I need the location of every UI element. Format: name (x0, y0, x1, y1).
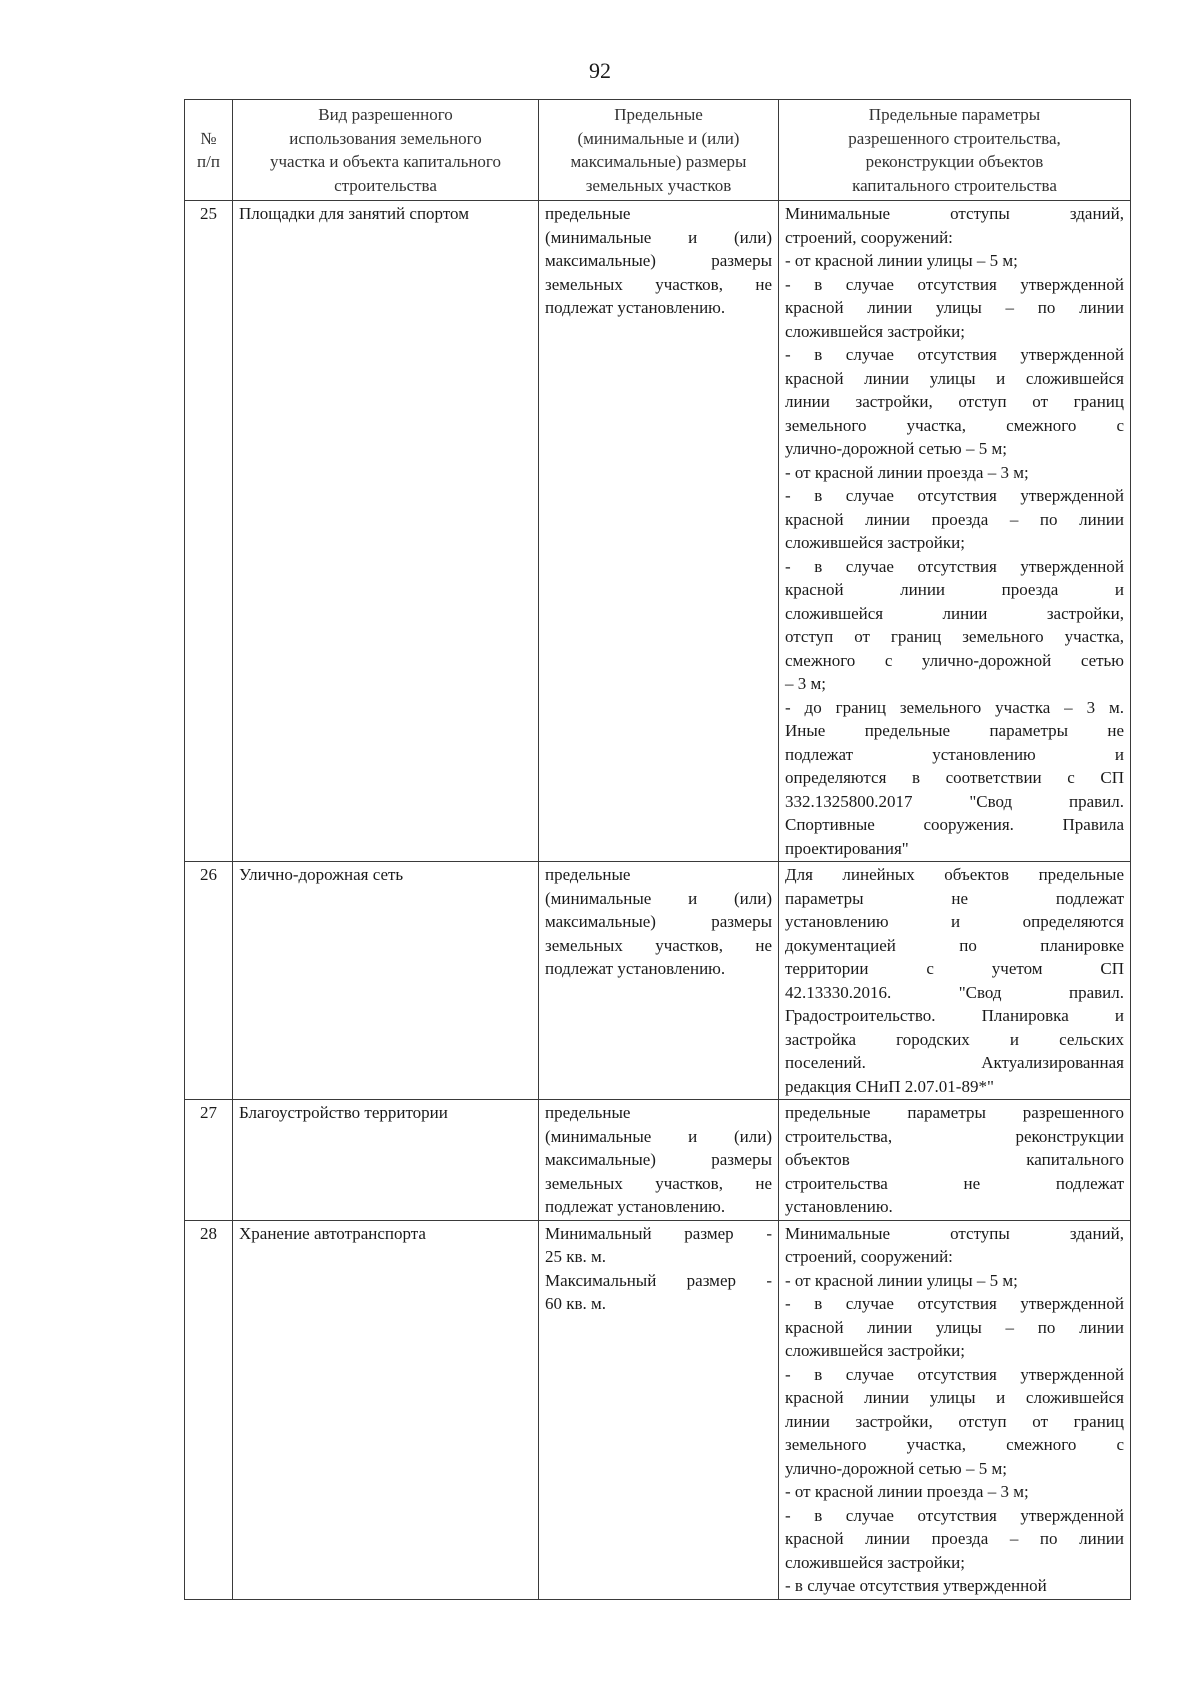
plot-size-limits-line: земельных участков, не (545, 935, 772, 955)
construction-parameters (779, 1100, 1131, 1221)
construction-parameters-line: Минимальные отступы зданий, (785, 1223, 1124, 1243)
construction-parameters-line: улично-дорожной сетью – 5 м; (785, 1458, 1007, 1478)
header-plot-size (539, 100, 779, 201)
plot-size-limits-line: Минимальный размер - (545, 1223, 772, 1243)
table-body (185, 201, 1131, 1600)
construction-parameters-line: - в случае отсутствия утвержденной (785, 1364, 1124, 1384)
construction-parameters-line: красной линии проезда – по линии (785, 1529, 1124, 1548)
construction-parameters-line: - от красной линии улицы – 5 м; (785, 251, 1018, 270)
construction-parameters-line: смежного с улично-дорожной сетью (785, 650, 1124, 670)
header-text: № (200, 128, 217, 148)
construction-parameters-line: застройка городских и сельских (785, 1029, 1124, 1049)
plot-size-limits-line: земельных участков, не (545, 274, 772, 294)
row-number: 26 (185, 862, 233, 1100)
plot-size-limits-line: подлежат установлению. (545, 298, 726, 317)
construction-parameters-line: красной линии проезда и (785, 580, 1124, 599)
construction-parameters-line: - в случае отсутствия утвержденной (785, 486, 1124, 505)
header-text: Предельные параметры (868, 105, 1041, 124)
plot-size-limits-line: максимальные) размеры (545, 251, 772, 270)
header-text: участка и объекта капитального (270, 152, 501, 171)
construction-parameters-line: красной линии улицы – по линии (785, 298, 1124, 317)
construction-parameters-line: красной линии улицы – по линии (785, 1317, 1124, 1337)
construction-parameters-line: строений, сооружений: (785, 1247, 953, 1266)
plot-size-limits-line: 25 кв. м. (545, 1247, 607, 1266)
construction-parameters-line: линии застройки, отступ от границ (785, 1411, 1124, 1431)
construction-parameters-line: улично-дорожной сетью – 5 м; (785, 439, 1007, 458)
construction-parameters-line: Иные предельные параметры не (785, 721, 1124, 740)
plot-size-limits-line: (минимальные и (или) (545, 1126, 772, 1146)
header-text: Предельные (614, 105, 703, 124)
construction-parameters-line: - в случае отсутствия утвержденной (785, 274, 1124, 294)
plot-size-limits-line: подлежат установлению. (545, 1197, 726, 1216)
table-row (185, 201, 1131, 862)
plot-size-limits-line: 60 кв. м. (545, 1294, 607, 1313)
construction-parameters-line: линии застройки, отступ от границ (785, 392, 1124, 411)
construction-parameters-line: предельные параметры разрешенного (785, 1103, 1124, 1122)
row-number: 28 (185, 1220, 233, 1599)
plot-size-limits-line: подлежат установлению. (545, 959, 726, 978)
plot-size-limits-line: максимальные) размеры (545, 912, 772, 931)
header-number (185, 100, 233, 201)
construction-parameters-line: Спортивные сооружения. Правила (785, 815, 1124, 834)
construction-parameters-line: установлению и определяются (785, 912, 1124, 931)
construction-parameters-line: земельного участка, смежного с (785, 1435, 1124, 1454)
header-text: строительства (334, 175, 437, 195)
plot-size-limits-line: предельные (545, 1103, 631, 1122)
plot-size-limits (539, 862, 779, 1100)
header-text: (минимальные и (или) (577, 128, 740, 148)
construction-parameters-line: Минимальные отступы зданий, (785, 204, 1124, 223)
header-build-params (779, 100, 1131, 201)
construction-parameters-line: документацией по планировке (785, 935, 1124, 955)
construction-parameters (779, 1220, 1131, 1599)
construction-parameters-line: – 3 м; (785, 674, 826, 693)
construction-parameters-line: - в случае отсутствия утвержденной (785, 1576, 1047, 1595)
construction-parameters-line: строений, сооружений: (785, 227, 953, 247)
construction-parameters-line: подлежат установлению и (785, 744, 1124, 764)
plot-size-limits (539, 201, 779, 862)
plot-size-limits-line: (минимальные и (или) (545, 888, 772, 908)
construction-parameters-line: объектов капитального (785, 1150, 1124, 1169)
construction-parameters-line: территории с учетом СП (785, 959, 1124, 978)
header-text: максимальные) размеры (570, 152, 747, 171)
permitted-use-name: Хранение автотранспорта (233, 1220, 539, 1599)
plot-size-limits-line: (минимальные и (или) (545, 227, 772, 247)
table-row (185, 1100, 1131, 1221)
plot-size-limits-line: земельных участков, не (545, 1173, 772, 1193)
construction-parameters-line: красной линии проезда – по линии (785, 509, 1124, 529)
header-text: капитального строительства (852, 175, 1057, 195)
construction-parameters-line: красной линии улицы и сложившейся (785, 1388, 1124, 1407)
construction-parameters-line: сложившейся застройки; (785, 533, 965, 552)
construction-parameters-line: - от красной линии проезда – 3 м; (785, 1482, 1029, 1501)
construction-parameters-line: - до границ земельного участка – 3 м. (785, 697, 1124, 717)
table-header-row (185, 100, 1131, 201)
row-number: 27 (185, 1100, 233, 1221)
header-text: реконструкции объектов (865, 152, 1044, 171)
construction-parameters-line: установлению. (785, 1197, 893, 1216)
construction-parameters (779, 201, 1131, 862)
header-text: использования земельного (289, 128, 482, 148)
construction-parameters-line: отступ от границ земельного участка, (785, 627, 1124, 646)
construction-parameters-line: - в случае отсутствия утвержденной (785, 345, 1124, 364)
page-number: 92 (589, 58, 611, 83)
permitted-use-name: Улично-дорожная сеть (233, 862, 539, 1100)
plot-size-limits-line: максимальные) размеры (545, 1150, 772, 1169)
construction-parameters-line: проектирования" (785, 838, 909, 858)
plot-size-limits-line: Максимальный размер - (545, 1270, 772, 1290)
construction-parameters-line: параметры не подлежат (785, 888, 1124, 908)
construction-parameters-line: Для линейных объектов предельные (785, 865, 1124, 884)
header-text: земельных участков (585, 175, 732, 195)
header-use-type (233, 100, 539, 201)
construction-parameters-line: строительства не подлежат (785, 1173, 1124, 1193)
construction-parameters-line: сложившейся застройки; (785, 321, 965, 341)
construction-parameters-line: - в случае отсутствия утвержденной (785, 1294, 1124, 1313)
header-text: Вид разрешенного (318, 105, 453, 124)
plot-size-limits-line: предельные (545, 865, 631, 884)
construction-parameters-line: 332.1325800.2017 "Свод правил. (785, 791, 1124, 811)
construction-parameters-line: - от красной линии улицы – 5 м; (785, 1270, 1018, 1290)
construction-parameters-line: сложившейся застройки; (785, 1552, 965, 1572)
plot-size-limits (539, 1220, 779, 1599)
construction-parameters-line: строительства, реконструкции (785, 1126, 1124, 1146)
construction-parameters-line: редакция СНиП 2.07.01-89*" (785, 1076, 994, 1096)
table-row (185, 862, 1131, 1100)
permitted-use-name: Благоустройство территории (233, 1100, 539, 1221)
construction-parameters-line: сложившейся застройки; (785, 1341, 965, 1360)
construction-parameters-line: - в случае отсутствия утвержденной (785, 1505, 1124, 1525)
plot-size-limits-line: предельные (545, 204, 631, 223)
permitted-use-name: Площадки для занятий спортом (233, 201, 539, 862)
construction-parameters-line: - от красной линии проезда – 3 м; (785, 462, 1029, 482)
row-number: 25 (185, 201, 233, 862)
header-text: разрешенного строительства, (848, 128, 1061, 148)
construction-parameters (779, 862, 1131, 1100)
construction-parameters-line: земельного участка, смежного с (785, 415, 1124, 435)
construction-parameters-line: поселений. Актуализированная (785, 1053, 1124, 1072)
construction-parameters-line: - в случае отсутствия утвержденной (785, 556, 1124, 576)
construction-parameters-line: 42.13330.2016. "Свод правил. (785, 982, 1124, 1002)
header-text: п/п (197, 152, 220, 171)
construction-parameters-line: определяются в соответствии с СП (785, 768, 1124, 787)
plot-size-limits (539, 1100, 779, 1221)
construction-parameters-line: красной линии улицы и сложившейся (785, 368, 1124, 388)
table-row (185, 1220, 1131, 1599)
construction-parameters-line: сложившейся линии застройки, (785, 603, 1124, 623)
regulations-table (184, 99, 1131, 1600)
construction-parameters-line: Градостроительство. Планировка и (785, 1006, 1124, 1025)
